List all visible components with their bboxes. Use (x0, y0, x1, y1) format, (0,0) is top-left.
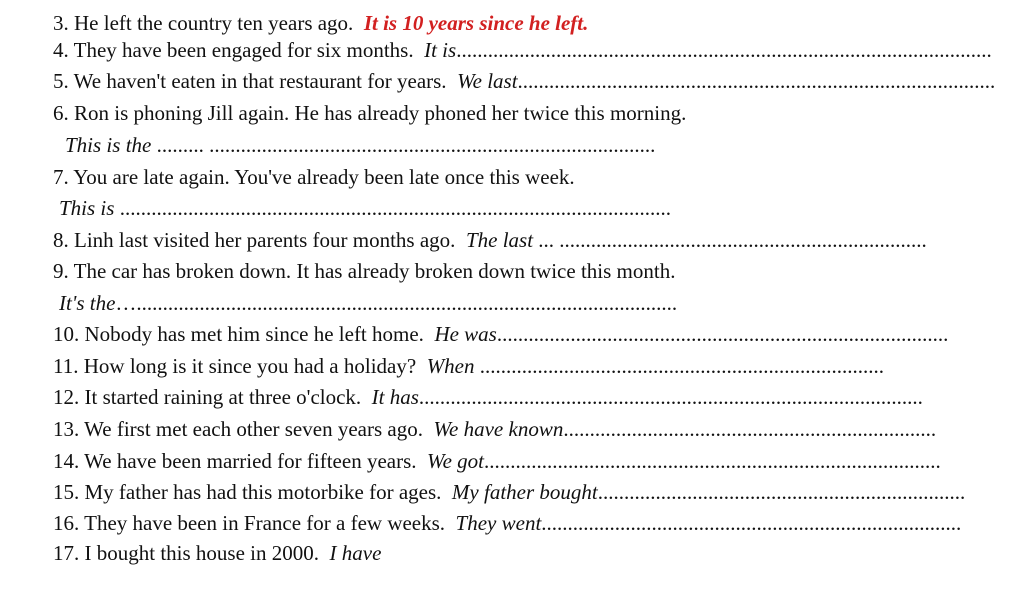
item-sentence: We first met each other seven years ago. (84, 417, 423, 441)
item-prompt: My father bought (451, 480, 598, 504)
item-prompt: They went (455, 511, 542, 535)
item-sentence: The car has broken down. It has already broken down twice this month. (73, 259, 676, 283)
item-number: 9. (53, 259, 69, 283)
item-number: 11. (53, 354, 79, 378)
item-sentence: Nobody has met him since he left home. (84, 322, 424, 346)
item-prompt: We got (427, 449, 484, 473)
exercise-item-17 (32, 517, 381, 589)
item-prompt: The last (465, 228, 534, 252)
item-prompt: This is (59, 196, 115, 220)
item-sentence: He left the country ten years ago. (74, 11, 354, 35)
item-number: 10. (53, 322, 80, 346)
item-number: 15. (53, 480, 80, 504)
item-prompt: We have known (433, 417, 564, 441)
item-sentence: I bought this house in 2000. (84, 541, 319, 565)
item-sentence: We haven't eaten in that restaurant for years. (73, 69, 447, 93)
answer-blank[interactable]: ............................................................................. (474, 354, 885, 378)
answer-blank[interactable]: ................................................................................ (541, 511, 962, 535)
item-prompt: This is the (65, 133, 152, 157)
answer-blank[interactable]: ...................................................................................... (496, 322, 949, 346)
answer-blank[interactable]: ......................................................................................................... (119, 196, 671, 220)
item-sentence: They have been engaged for six months. (73, 38, 414, 62)
item-prompt: I have (329, 541, 382, 565)
item-sentence: We have been married for fifteen years. (84, 449, 417, 473)
answer-blank[interactable]: ....................................................................................... (484, 449, 941, 473)
answer-blank[interactable]: ...................................................................... (597, 480, 966, 504)
item-prompt: When (426, 354, 475, 378)
item-number: 16. (53, 511, 80, 535)
item-sentence: Ron is phoning Jill again. He has already phoned her twice this morning. (74, 101, 687, 125)
answer-blank[interactable]: …....................................................................................................... (115, 291, 678, 315)
item-sentence: How long is it since you had a holiday? (83, 354, 417, 378)
item-sentence: My father has had this motorbike for ages. (84, 480, 442, 504)
item-sentence: They have been in France for a few weeks. (84, 511, 446, 535)
item-prompt: He was (434, 322, 497, 346)
item-sentence: Linh last visited her parents four months ago. (74, 228, 456, 252)
answer-blank[interactable]: ......... ..................................................................................... (156, 133, 656, 157)
item-number: 8. (53, 228, 69, 252)
item-number: 3. (53, 11, 69, 35)
item-prompt: It is (424, 38, 457, 62)
item-number: 13. (53, 417, 80, 441)
answer-blank[interactable]: ....................................................................... (563, 417, 937, 441)
item-number: 4. (53, 38, 69, 62)
answer-blank[interactable]: ................................................................................................ (418, 385, 923, 409)
item-prompt: It's the (59, 291, 116, 315)
answer-blank[interactable]: ... ...................................................................... (538, 228, 927, 252)
item-prompt: It has (371, 385, 419, 409)
answer-blank[interactable]: ........................................................................................... (517, 69, 996, 93)
item-number: 14. (53, 449, 80, 473)
item-number: 17. (53, 541, 80, 565)
item-number: 6. (53, 101, 69, 125)
item-prompt: We last (457, 69, 518, 93)
item-sentence: It started raining at three o'clock. (84, 385, 362, 409)
item-sentence: You are late again. You've already been late once this week. (73, 165, 575, 189)
item-number: 7. (53, 165, 69, 189)
item-number: 12. (53, 385, 80, 409)
item-number: 5. (53, 69, 69, 93)
item-answer: It is 10 years since he left. (363, 11, 589, 35)
answer-blank[interactable]: ...................................................................................................... (456, 38, 992, 62)
